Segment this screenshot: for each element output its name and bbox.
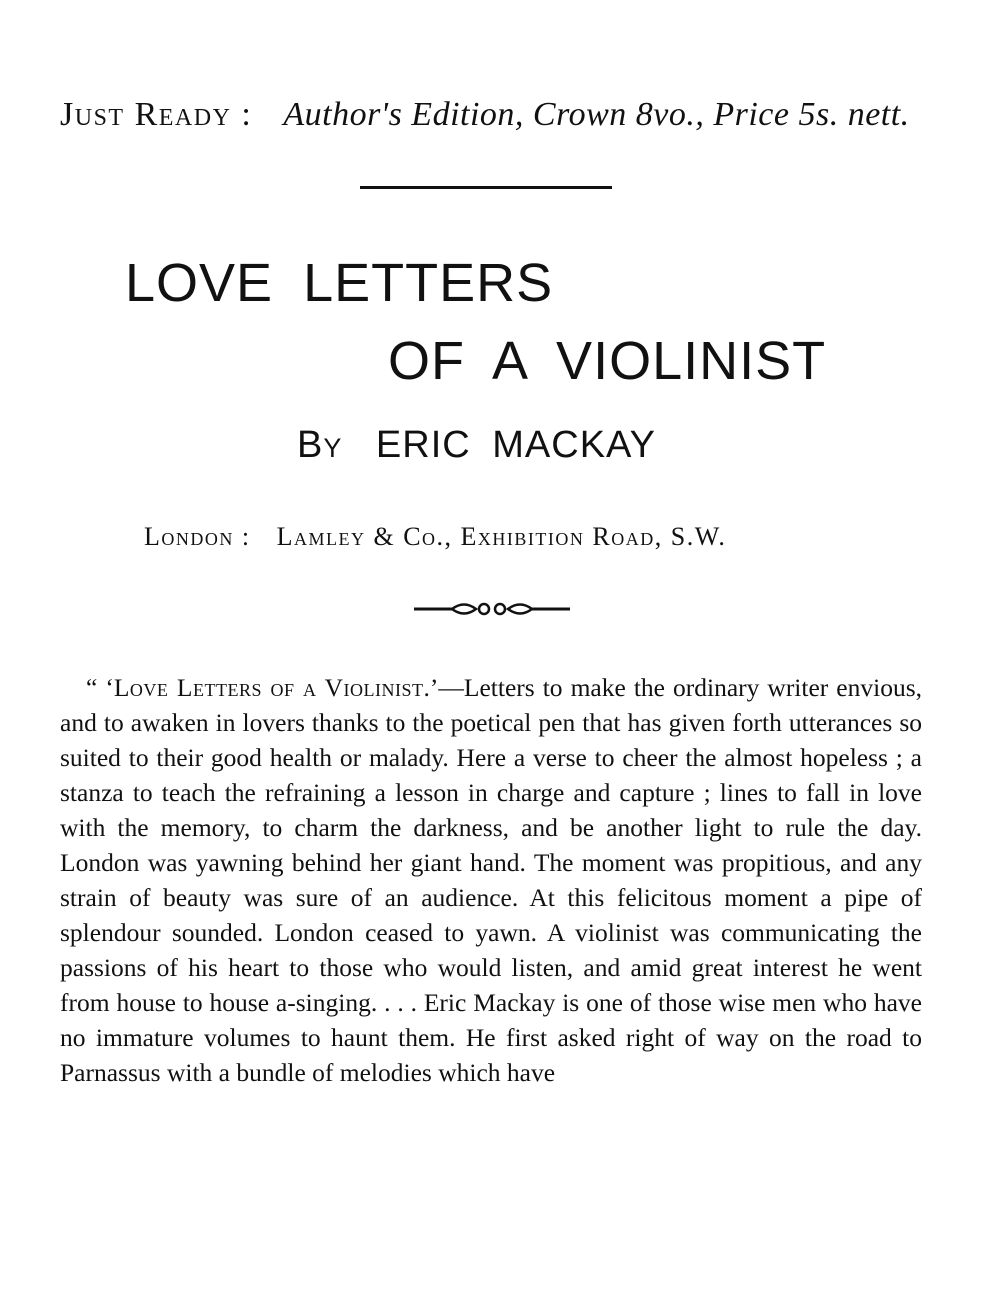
byline [297,424,656,467]
announcement-line [60,96,940,134]
review-body-text: Letters to make the ordinary writer envious, and to awaken in lovers thanks to the poetical pen that has given forth utterances so suited to their good health or malady. Here a verse to cheer the almost hopeless ; a stanza to teach the refraining a lesson in charge and capture ; lines to fall in love with the memory, to charm the darkness, and be another light to rule the day. London was yawning behind her giant hand. The moment was propitious, and any strain of beauty was sure of an audience. At this felicitous moment a pipe of splendour sounded. London ceased to yawn. A violinist was communicating the passions of his heart to those who would listen, and amid great interest he went from house to house a-singing. . . . Eric Mackay is one of those wise men who have no immature volumes to haunt them. He first asked right of way on the road to Parnassus with a bundle of melodies which have [60,673,923,1087]
byline-prefix: By [297,424,343,466]
author-name: ERIC MACKAY [375,424,656,466]
review-paragraph [60,670,922,1090]
publisher-line [144,522,726,552]
review-quoted-title: Love Letters of a Violinist [113,673,424,702]
horizontal-rule [360,186,612,189]
publisher-city: London : [144,522,251,551]
ornament-divider-icon [412,598,572,620]
announcement-label: Just Ready : [60,96,253,133]
review-opening-quotes: “ ‘ [86,673,114,702]
book-title-line-2: OF A VIOLINIST [388,331,827,391]
book-title-line-1: LOVE LETTERS [125,253,554,313]
announcement-details: Author's Edition, Crown 8vo., Price 5s. nett. [283,96,910,133]
review-title-close: .’— [423,673,464,702]
publisher-name: Lamley & Co., Exhibition Road, S.W. [276,522,727,551]
